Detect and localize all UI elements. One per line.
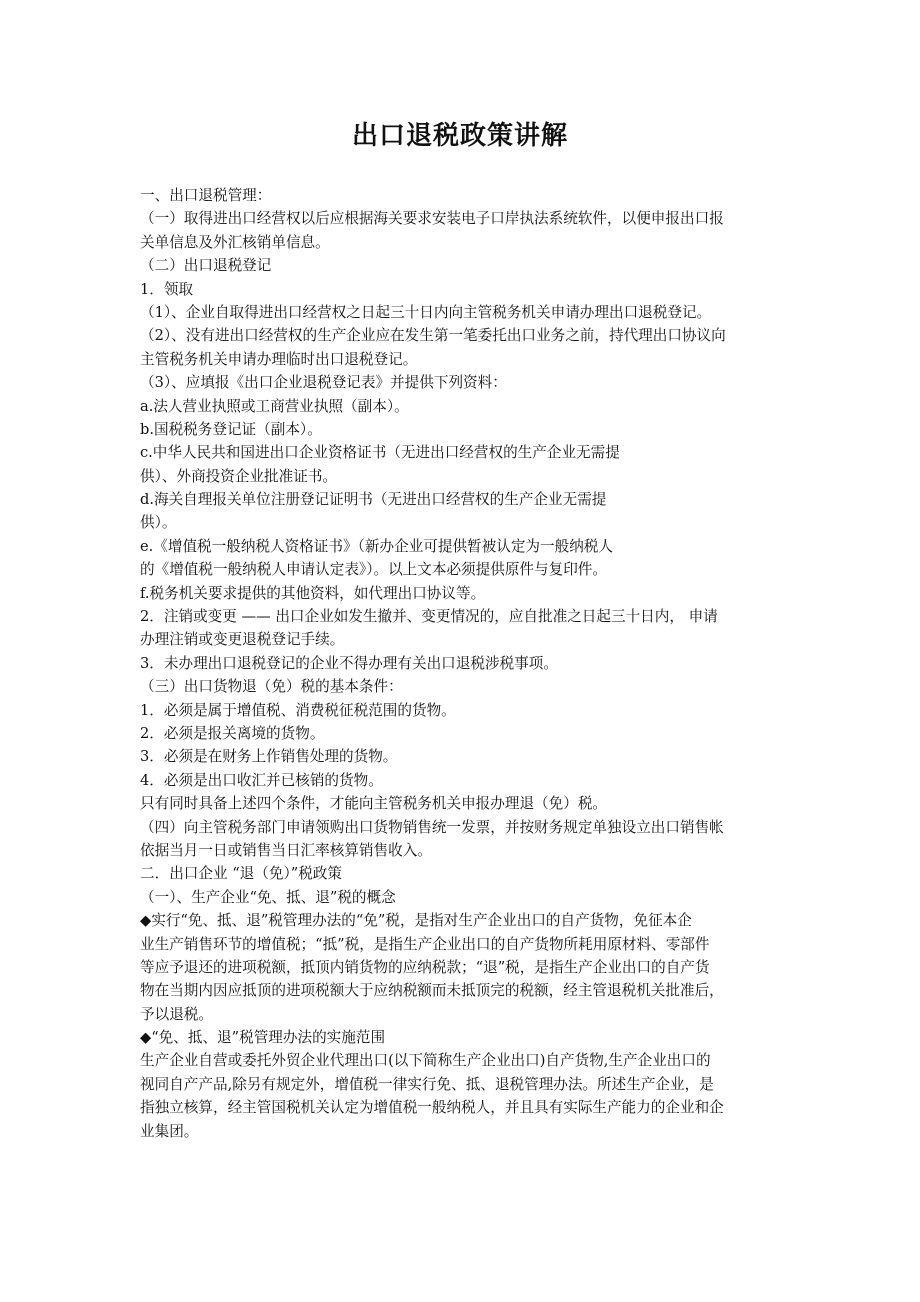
text-line: 2．必须是报关离境的货物。 [140, 724, 325, 742]
text-line: 依据当月一日或销售当日汇率核算销售收入。 [140, 841, 432, 859]
text-line: 只有同时具备上述四个条件，才能向主管税务机关申报办理退（免）税。 [140, 795, 608, 813]
text-line: 主管税务机关申请办理临时出口退税登记。 [140, 350, 418, 368]
text-line: （3）、应填报《出口企业退税登记表》并提供下列资料： [140, 374, 507, 392]
text-line: a.法人营业执照或工商营业执照（副本）。 [140, 397, 409, 415]
text-line: （一）取得进出口经营权以后应根据海关要求安装电子口岸执法系统软件，以便申报出口报 [140, 210, 724, 228]
text-line: d.海关自理报关单位注册登记证明书（无进出口经营权的生产企业无需提 [140, 491, 607, 509]
text-line: 指独立核算，经主管国税机关认定为增值税一般纳税人，并且具有实际生产能力的企业和企 [140, 1099, 724, 1117]
text-line: 3．必须是在财务上作销售处理的货物。 [140, 748, 398, 766]
text-line: b.国税税务登记证（副本）。 [140, 420, 322, 438]
text-line: 二．出口企业 “退（免）”税政策 [140, 865, 342, 883]
document-body [140, 184, 786, 1143]
text-line: 等应予退还的进项税额，抵顶内销货物的应纳税款；“退”税，是指生产企业出口的自产货 [140, 958, 710, 976]
text-line: 业生产销售环节的增值税；“抵”税，是指生产企业出口的自产货物所耗用原材料、零部件 [140, 935, 710, 953]
text-line: 一、出口退税管理： [140, 187, 272, 204]
text-line: 物在当期内因应抵顶的进项税额大于应纳税额而未抵顶完的税额，经主管退税机关批准后， [140, 982, 724, 1000]
text-line: f.税务机关要求提供的其他资料，如代理出口协议等。 [140, 584, 486, 602]
text-line: 供）。 [140, 514, 177, 532]
text-line: 办理注销或变更退税登记手续。 [140, 631, 345, 649]
text-line: （二）出口退税登记 [140, 257, 272, 275]
text-line: （四）向主管税务部门申请领购出口货物销售统一发票，并按财务规定单独设立出口销售帐 [140, 818, 724, 836]
text-line: e.《增值税一般纳税人资格证书》（新办企业可提供暂被认定为一般纳税人 [140, 537, 613, 555]
text-line: c.中华人民共和国进出口企业资格证书（无进出口经营权的生产企业无需提 [140, 444, 620, 462]
text-line: 业集团。 [140, 1122, 199, 1140]
text-line: （2）、没有进出口经营权的生产企业应在发生第一笔委托出口业务之前，持代理出口协议向 [140, 327, 726, 345]
text-line: 1．必须是属于增值税、消费税征税范围的货物。 [140, 701, 456, 719]
text-line: ◆“免、抵、退”税管理办法的实施范围 [140, 1029, 386, 1047]
text-line: 关单信息及外汇核销单信息。 [140, 233, 330, 251]
text-line: 视同自产产品,除另有规定外，增值税一律实行免、抵、退税管理办法。所述生产企业，是 [140, 1075, 714, 1093]
text-line: （一）、生产企业“免、抵、退”税的概念 [140, 888, 396, 906]
text-line: （三）出口货物退（免）税的基本条件： [140, 678, 403, 696]
text-line: 的《增值税一般纳税人申请认定表》）。以上文本必须提供原件与复印件。 [140, 561, 607, 579]
text-line: 4．必须是出口收汇并已核销的货物。 [140, 771, 383, 789]
text-line: 1．领取 [140, 280, 194, 298]
page-title: 出口退税政策讲解 [351, 121, 568, 151]
text-line: 3．未办理出口退税登记的企业不得办理有关出口退税涉税事项。 [140, 654, 558, 672]
text-line: 2．注销或变更 —— 出口企业如发生撤并、变更情况的，应自批准之日起三十日内， 申请 [140, 608, 718, 626]
text-line: 供）、外商投资企业批准证书。 [140, 467, 338, 485]
text-line: （1）、企业自取得进出口经营权之日起三十日内向主管税务机关申请办理出口退税登记。 [140, 303, 712, 321]
text-line: 予以退税。 [140, 1005, 213, 1023]
text-line: 生产企业自营或委托外贸企业代理出口(以下简称生产企业出口)自产货物,生产企业出口的 [140, 1052, 711, 1070]
text-line: ◆实行“免、抵、退”税管理办法的“免”税，是指对生产企业出口的自产货物，免征本企 [140, 912, 692, 930]
